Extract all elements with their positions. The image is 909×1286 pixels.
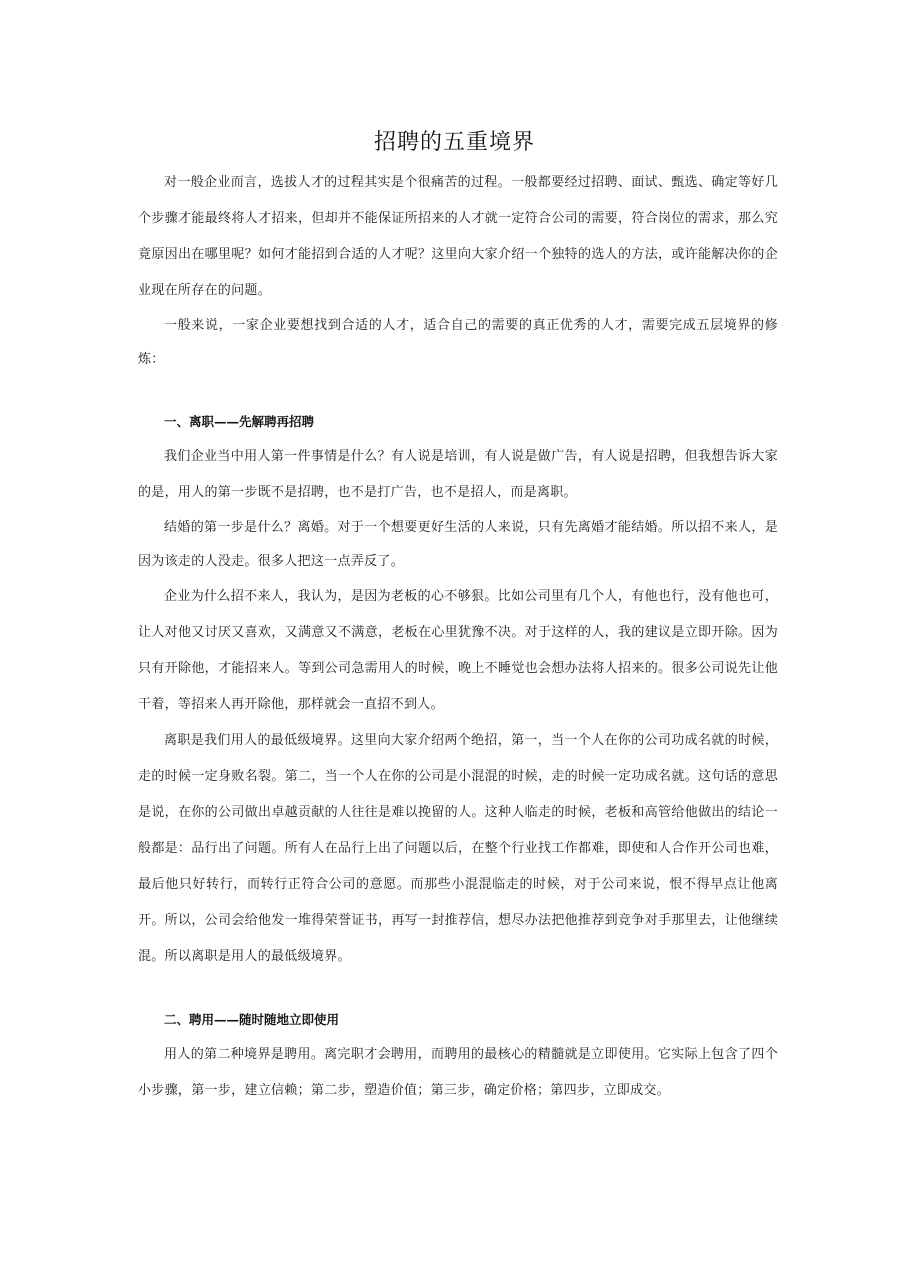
section-spacer bbox=[138, 975, 778, 1003]
intro-paragraph-2: 一般来说，一家企业要想找到合适的人才，适合自己的需要的真正优秀的人才，需要完成五层境界的修炼： bbox=[138, 318, 778, 367]
document-body bbox=[138, 165, 778, 1109]
section-1-paragraph-4: 离职是我们用人的最低级境界。这里向大家介绍两个绝招，第一，当一个人在你的公司功成名就的时候，走的时候一定身败名裂。第二，当一个人在你的公司是小混混的时候，走的时候一定功成名就。这句话的意思是说，在你的公司做出卓越贡献的人往往是难以挽留的人。这种人临走的时候，老板和高管给他做出的结论一般都是：品行出了问题。所有人在品行上出了问题以后，在整个行业找工作都难，即使和人合作开公司也难，最后他只好转行，而转行正符合公司的意愿。而那些小混混临走的时候，对于公司来说，恨不得早点让他离开。所以，公司会给他发一堆得荣誉证书，再写一封推荐信，想尽办法把他推荐到竞争对手那里去，让他继续混。所以离职是用人的最低级境界。 bbox=[138, 733, 778, 964]
section-spacer bbox=[138, 377, 778, 405]
section-1-heading: 一、离职——先解聘再招聘 bbox=[164, 414, 315, 429]
page-title: 招聘的五重境界 bbox=[373, 130, 535, 155]
section-2-paragraph-1: 用人的第二种境界是聘用。离完职才会聘用，而聘用的最核心的精髓就是立即使用。它实际上包含了四个小步骤，第一步，建立信赖；第二步，塑造价值；第三步，确定价格；第四步，立即成交。 bbox=[138, 1047, 778, 1098]
section-1-paragraph-3: 企业为什么招不来人，我认为，是因为老板的心不够狠。比如公司里有几个人，有他也行，没有他也可，让人对他又讨厌又喜欢，又满意又不满意，老板在心里犹豫不决。对于这样的人，我的建议是立即开除。因为只有开除他，才能招来人。等到公司急需用人的时候，晚上不睡觉也会想办法将人招来的。很多公司说先让他干着，等招来人再开除他，那样就会一直招不到人。 bbox=[138, 589, 778, 712]
intro-paragraph-1: 对一般企业而言，选拔人才的过程其实是个很痛苦的过程。一般都要经过招聘、面试、甄选、确定等好几个步骤才能最终将人才招来，但却并不能保证所招来的人才就一定符合公司的需要，符合岗位的需求，那么究竟原因出在哪里呢？如何才能招到合适的人才呢？这里向大家介绍一个独特的选人的方法，或许能解决你的企业现在所存在的问题。 bbox=[138, 175, 778, 298]
section-1-paragraph-2: 结婚的第一步是什么？离婚。对于一个想要更好生活的人来说，只有先离婚才能结婚。所以招不来人，是因为该走的人没走。很多人把这一点弄反了。 bbox=[138, 520, 778, 569]
section-2-heading: 二、聘用——随时随地立即使用 bbox=[164, 1012, 340, 1027]
section-1-paragraph-1: 我们企业当中用人第一件事情是什么？有人说是培训，有人说是做广告，有人说是招聘，但我想告诉大家的是，用人的第一步既不是招聘，也不是打广告，也不是招人，而是离职。 bbox=[138, 449, 778, 500]
